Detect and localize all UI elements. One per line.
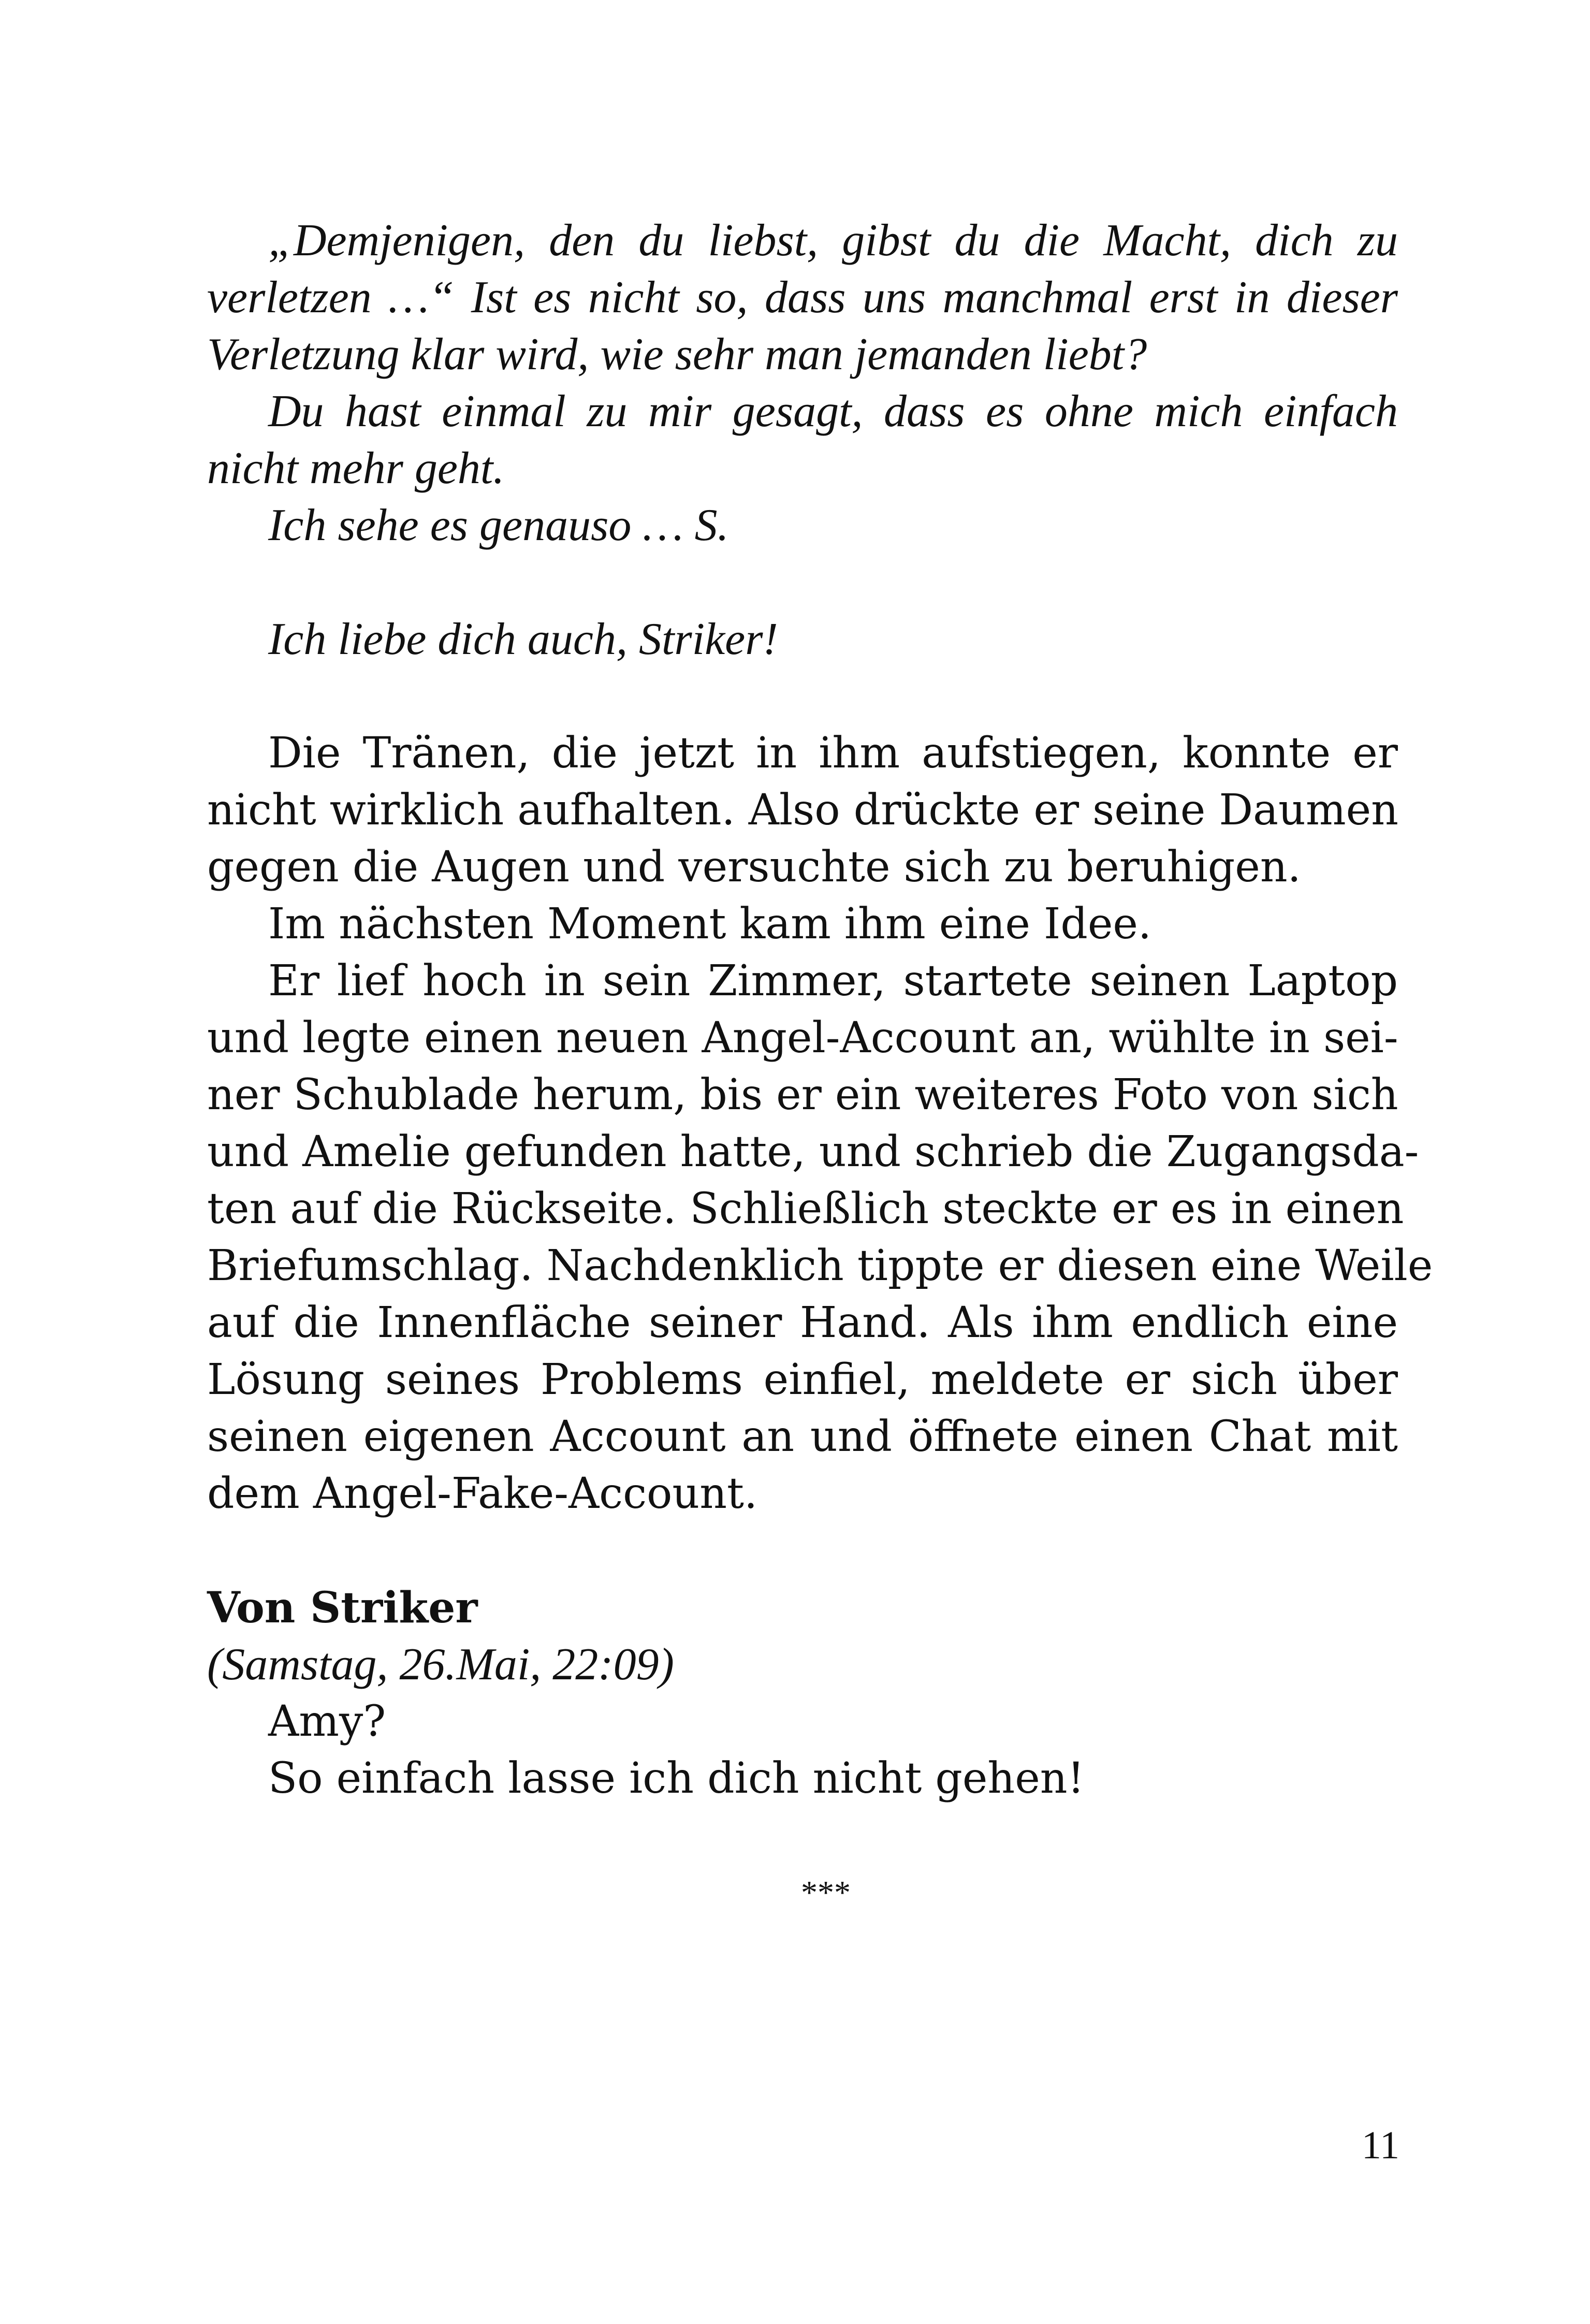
narrative-line: ner Schublade herum, bis er ein weiteres Foto von sich	[207, 1070, 1398, 1120]
quote-line: verletzen …“ Ist es nicht so, dass uns manchmal erst in dieser	[207, 272, 1398, 323]
narrative-line: Er lief hoch in sein Zimmer, startete seinen Laptop	[268, 956, 1398, 1006]
quote-line: Du hast einmal zu mir gesagt, dass es ohne mich einfach	[268, 386, 1398, 437]
quote-reply-line: Ich liebe dich auch, Striker!	[268, 614, 778, 664]
narrative-line: ten auf die Rückseite. Schließlich steckte er es in einen	[207, 1184, 1404, 1233]
narrative-line: gegen die Augen und versuchte sich zu beruhigen.	[207, 843, 1301, 892]
narrative-line: Im nächsten Moment kam ihm eine Idee.	[268, 899, 1151, 949]
narrative-line: Briefumschlag. Nachdenklich tippte er diesen eine Weile	[207, 1241, 1433, 1290]
blank-line	[207, 554, 1398, 611]
quote-signature-line: Ich sehe es genauso … S.	[268, 500, 729, 550]
message-heading: Von Striker	[207, 1583, 478, 1633]
narrative-line: seinen eigenen Account an und öffnete einen Chat mit	[207, 1412, 1398, 1461]
quote-line: Verletzung klar wird, wie sehr man jemanden liebt?	[207, 329, 1147, 380]
blank-line	[207, 668, 1398, 725]
quote-line: nicht mehr geht.	[207, 443, 505, 493]
narrative-line: dem Angel-Fake-Account.	[207, 1469, 758, 1518]
narrative-line: auf die Innenfläche seiner Hand. Als ihm endlich eine	[207, 1298, 1398, 1347]
narrative-line: und Amelie gefunden hatte, und schrieb die Zugangsda-	[207, 1127, 1419, 1176]
message-line: Amy?	[268, 1697, 386, 1746]
quote-line: „Demjenigen, den du liebst, gibst du die Macht, dich zu	[268, 215, 1398, 266]
blank-line	[207, 1807, 1398, 1864]
page-text-block	[207, 212, 1433, 1921]
section-separator: ***	[801, 1874, 851, 1911]
message-timestamp: (Samstag, 26.Mai, 22:09)	[207, 1639, 674, 1690]
page-number: 11	[1361, 2124, 1399, 2167]
narrative-line: Die Tränen, die jetzt in ihm aufstiegen, konnte er	[268, 729, 1398, 778]
narrative-line: nicht wirklich aufhalten. Also drückte er seine Daumen	[207, 786, 1398, 835]
blank-line	[207, 1522, 1398, 1579]
narrative-line: Lösung seines Problems einfiel, meldete er sich über	[207, 1355, 1398, 1404]
narrative-line: und legte einen neuen Angel-Account an, wühlte in sei-	[207, 1013, 1398, 1063]
message-line: So einfach lasse ich dich nicht gehen!	[268, 1754, 1085, 1803]
